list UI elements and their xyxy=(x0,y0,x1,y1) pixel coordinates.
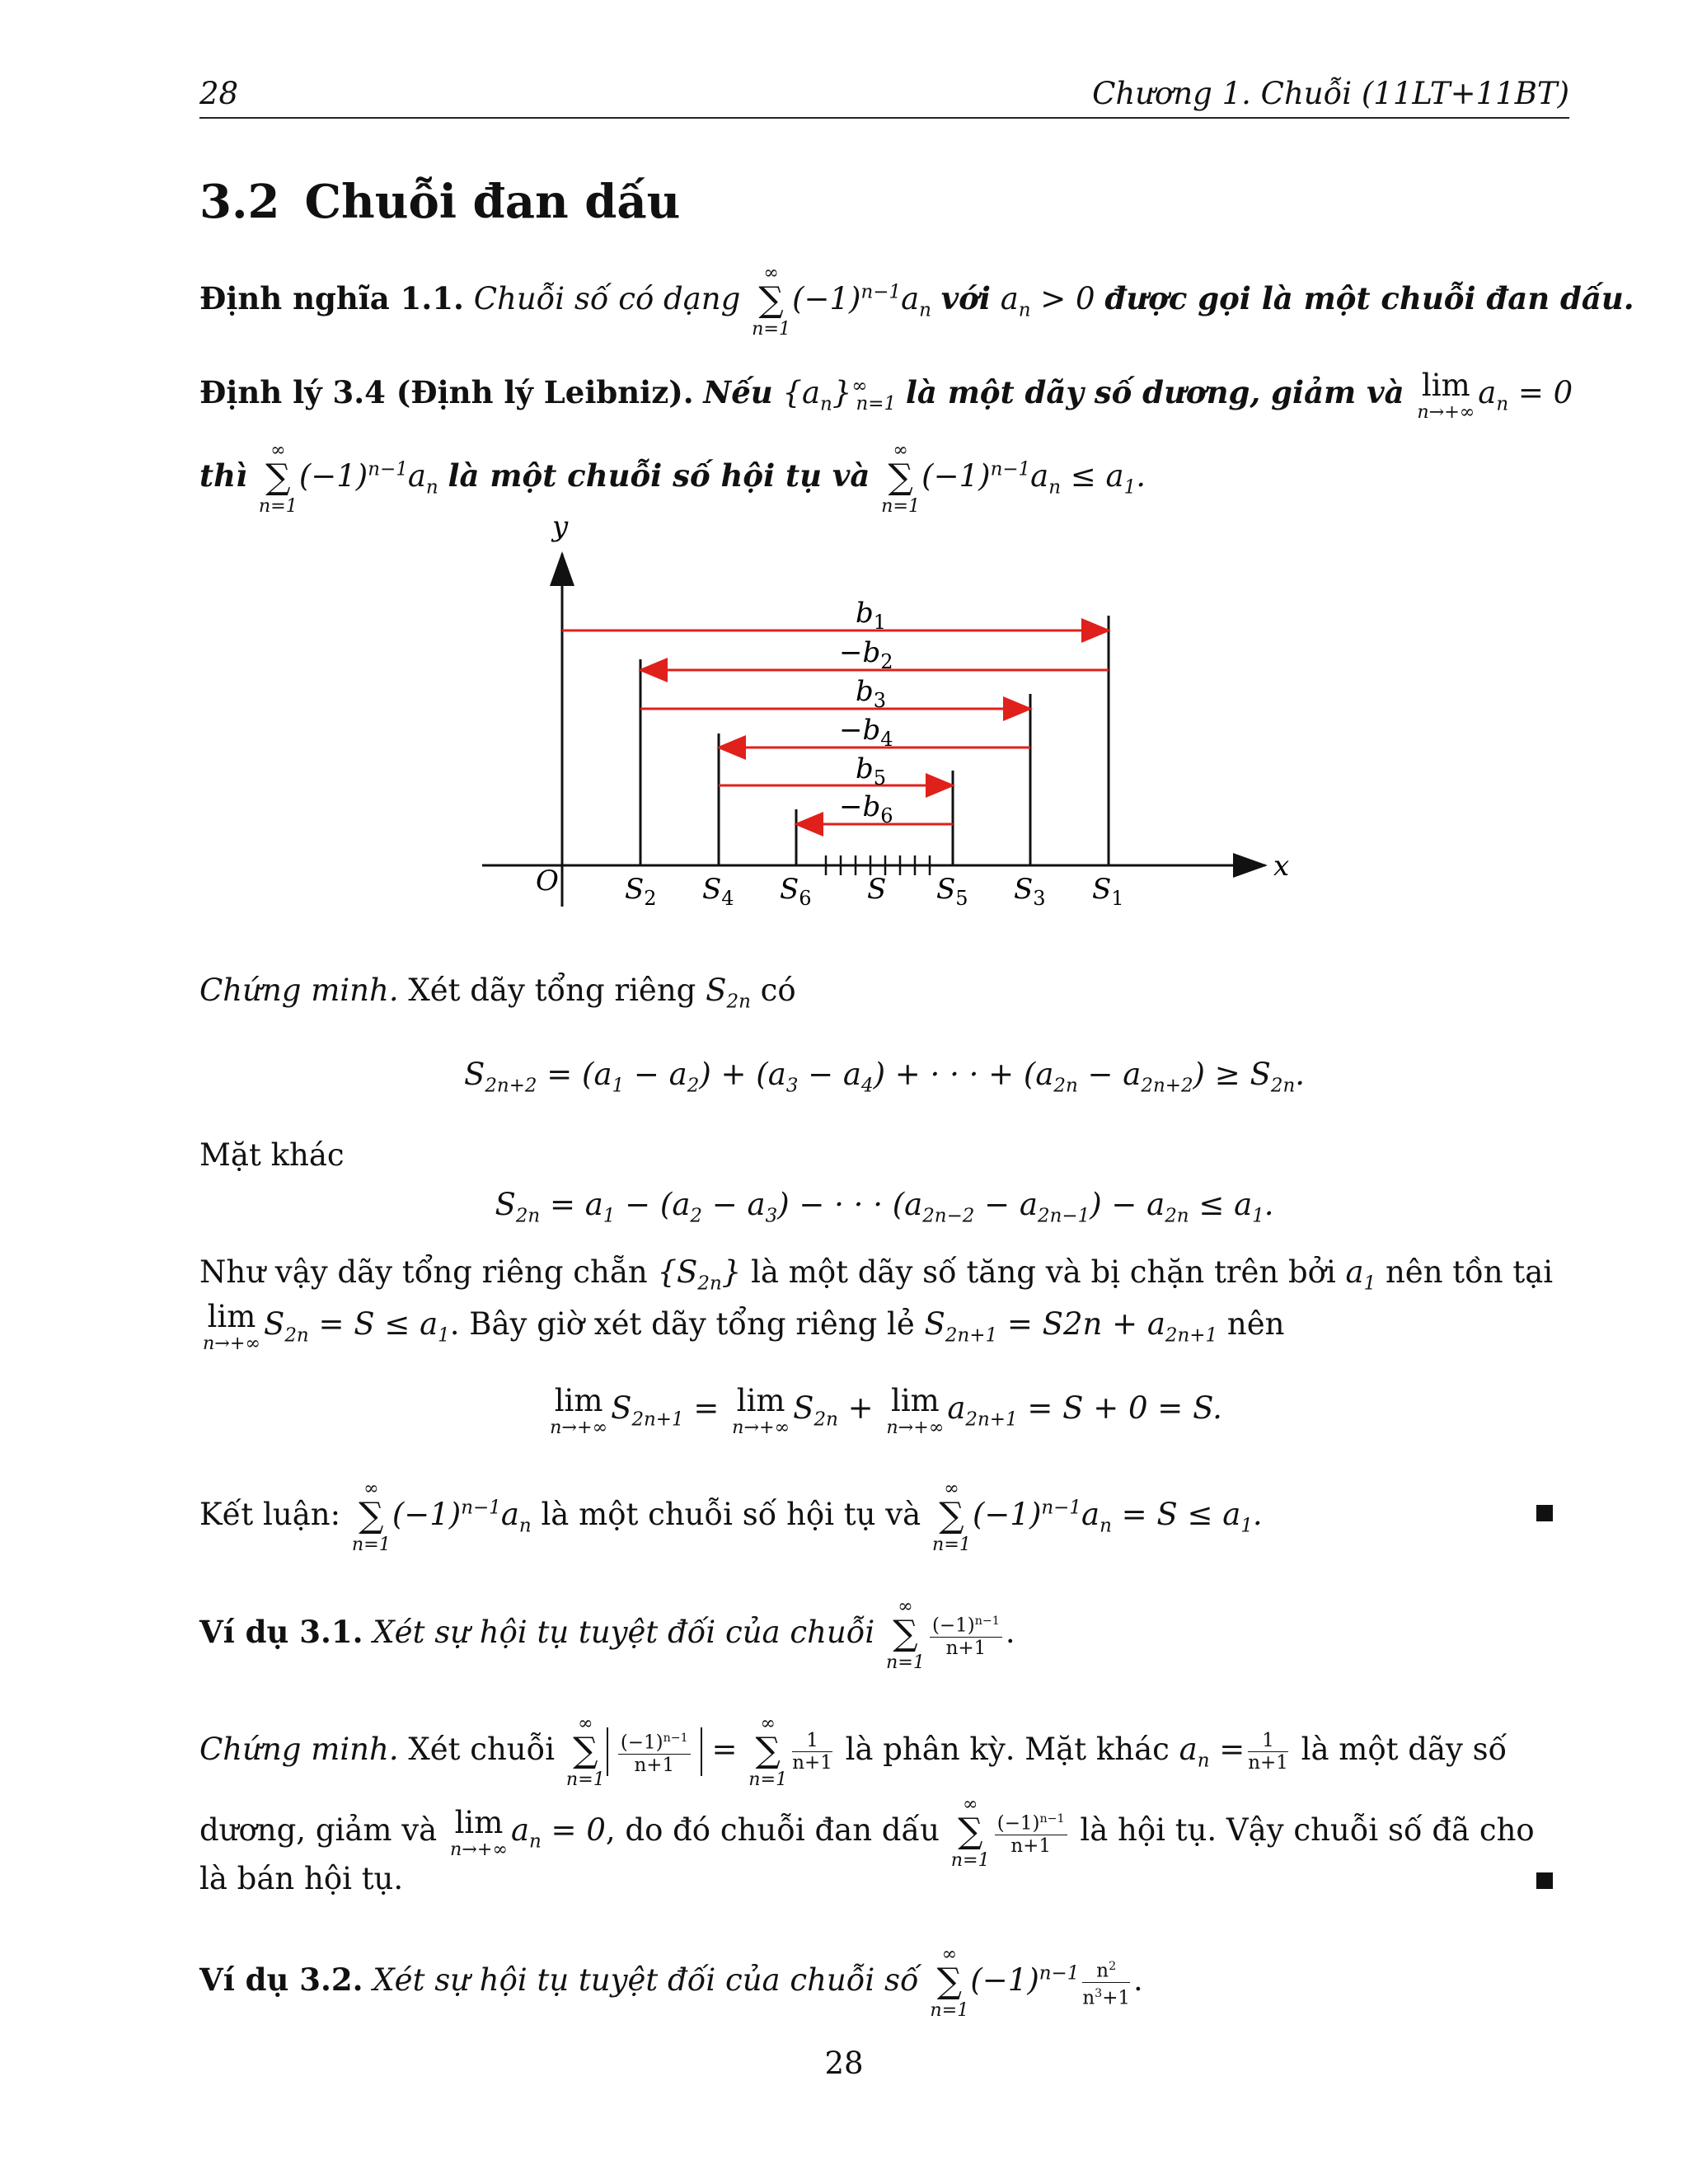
proof2-text1c: là một dãy số xyxy=(1301,1732,1507,1768)
equation-s2n-plus-2: $S_{2n+2} = (a_1 - a_2) + (a_3 - a_4)$ + · · · + $(a_{2n} - a_{2n+2}) \ge S_{2n}$. xyxy=(463,1057,1305,1097)
header-chapter-title: Chương 1. Chuỗi (11LT+11BT) xyxy=(1092,76,1569,111)
arrow-label: $b_3$ xyxy=(856,675,887,712)
proof2-text1: Xét chuỗi xyxy=(408,1732,556,1768)
definition-text-after: được gọi là một chuỗi đan dấu. xyxy=(1104,280,1634,317)
proof1-text3: . Bây giờ xét dãy tổng riêng lẻ xyxy=(449,1305,915,1342)
page-header xyxy=(199,76,1569,119)
proof1-line1: Chứng minh. Xét dãy tổng riêng $S_{2n}$ có xyxy=(199,972,796,1013)
proof1-text3b: nên xyxy=(1226,1305,1285,1342)
proof2-line1: Chứng minh. Xét chuỗi ∞ ∑ n=1 $\frac{(-1)^{n-1}}{n+1}$ = ∞ ∑ n=1 $\frac{1}{n+1}$ là phân kỳ. Mặt khác $a_n$ = $\frac{1}{n+1}$ là một dãy số xyxy=(199,1713,1507,1790)
sum-symbol: ∞ ∑ n=1 xyxy=(885,1596,925,1673)
sum-symbol: ∞ ∑ n=1 xyxy=(881,439,921,517)
point-label: $S_3$ xyxy=(1014,873,1046,910)
proof1-line3: Như vậy dãy tổng riêng chẵn $\{S_{2n}\}$ là một dãy số tăng và bị chặn trên bởi $a_1$ nên tồn tại xyxy=(199,1254,1554,1295)
y-axis-label: y xyxy=(552,510,569,543)
proof2-text1b: là phân kỳ. Mặt khác xyxy=(845,1732,1170,1768)
theorem-label: Định lý 3.4 (Định lý Leibniz). xyxy=(199,373,694,410)
proof1-conclusion: Kết luận: ∞ ∑ n=1 $(-1)^{n-1}a_n$ là một chuỗi số hội tụ và ∞ ∑ n=1 $(-1)^{n-1}a_n = S \le a_1$. xyxy=(199,1478,1263,1555)
leibniz-figure xyxy=(462,511,1302,915)
proof2-text2: dương, giảm và xyxy=(199,1812,438,1849)
theorem-text3: thì xyxy=(199,457,248,494)
theorem-3-4-line1: Định lý 3.4 (Định lý Leibniz). Nếu $\{a_n\}^\infty_{n=1}$ là một dãy số dương, giảm và lim n→+∞ $a_n = 0$ xyxy=(199,368,1573,423)
arrow-label: $-b_6$ xyxy=(839,790,893,827)
sum-symbol: ∞ ∑ n=1 xyxy=(931,1478,971,1555)
section-title: Chuỗi đan dấu xyxy=(304,175,681,229)
qed-symbol xyxy=(1536,1872,1553,1889)
header-page-number: 28 xyxy=(199,76,239,111)
point-label: $S_2$ xyxy=(625,873,657,910)
x-axis-label: x xyxy=(1273,850,1290,883)
point-label: $S_5$ xyxy=(936,873,968,910)
equation-s2n-bound: $S_{2n} = a_1 - (a_2 - a_3)$ − · · · $(a_{2n-2} - a_{2n-1}) - a_{2n} \le a_1$. xyxy=(495,1187,1274,1227)
proof2-text2c: là hội tụ. Vậy chuỗi số đã cho xyxy=(1080,1812,1535,1849)
section-number: 3.2 xyxy=(199,175,280,229)
conclusion-label: Kết luận: xyxy=(199,1497,341,1533)
equation-odd-limit: lim n→+∞ $S_{2n+1}$ = lim n→+∞ $S_{2n}$ + lim n→+∞ $a_{2n+1} = S + 0 = S$. xyxy=(550,1383,1222,1438)
example-label: Ví dụ 3.2. xyxy=(199,1961,363,1999)
definition-text-mid: với xyxy=(940,280,991,317)
qed-symbol xyxy=(1536,1505,1553,1521)
sum-symbol: ∞ ∑ n=1 xyxy=(565,1713,605,1790)
proof1-text1: Xét dãy tổng riêng xyxy=(408,972,696,1008)
point-label: $S_6$ xyxy=(780,873,812,910)
proof1-text2c: nên tồn tại xyxy=(1385,1254,1554,1290)
proof-label: Chứng minh. xyxy=(199,972,399,1008)
theorem-text4: là một chuỗi số hội tụ và xyxy=(448,457,870,494)
limit-symbol: lim n→+∞ xyxy=(449,1805,508,1860)
sum-symbol: ∞ ∑ n=1 xyxy=(748,1713,788,1790)
point-label: $S_4$ xyxy=(702,873,734,910)
proof2-text3: là bán hội tụ. xyxy=(199,1861,404,1896)
definition-label: Định nghĩa 1.1. xyxy=(199,280,464,317)
limit-symbol: lim n→+∞ xyxy=(203,1299,260,1354)
proof1-line4: lim n→+∞ $S_{2n} = S \le a_1$. Bây giờ xét dãy tổng riêng lẻ $S_{2n+1} = S2n + a_{2n+1}$ nên xyxy=(203,1299,1285,1354)
sum-symbol: ∞ ∑ n=1 xyxy=(351,1478,391,1555)
sum-symbol: ∞ ∑ n=1 xyxy=(930,1943,969,2021)
point-label: S xyxy=(867,873,887,906)
sum-symbol: ∞ ∑ n=1 xyxy=(950,1793,990,1871)
theorem-text1: Nếu xyxy=(703,373,773,410)
leibniz-diagram xyxy=(462,511,1302,915)
example2-text: Xét sự hội tụ tuyệt đối của chuỗi số xyxy=(373,1962,919,1999)
proof1-text1-end: có xyxy=(760,972,796,1008)
origin-label: O xyxy=(536,865,559,898)
example1-text: Xét sự hội tụ tuyệt đối của chuỗi xyxy=(373,1615,875,1651)
proof2-line2: dương, giảm và lim n→+∞ $a_n = 0$, do đó chuỗi đan dấu ∞ ∑ n=1 $\frac{(-1)^{n-1}}{n+1}$ là hội tụ. Vậy chuỗi số đã cho xyxy=(199,1793,1535,1871)
sum-symbol: ∞ ∑ n=1 xyxy=(752,262,791,340)
arrow-label: $-b_4$ xyxy=(839,714,893,751)
proof-label: Chứng minh. xyxy=(199,1732,399,1768)
example-label: Ví dụ 3.1. xyxy=(199,1614,363,1651)
sum-symbol: ∞ ∑ n=1 xyxy=(258,439,298,517)
proof1-text2b: là một dãy số tăng và bị chặn trên bởi xyxy=(751,1254,1336,1290)
section-heading xyxy=(199,175,680,229)
arrow-label: $-b_2$ xyxy=(839,636,893,673)
proof2-text2b: , do đó chuỗi đan dấu xyxy=(605,1812,940,1849)
limit-symbol: lim n→+∞ xyxy=(1417,368,1475,423)
arrow-label: $b_1$ xyxy=(856,597,887,634)
example-3-1: Ví dụ 3.1. Xét sự hội tụ tuyệt đối của chuỗi ∞ ∑ n=1 $\frac{(-1)^{n-1}}{n+1}$ . xyxy=(199,1596,1015,1673)
arrow-label: $b_5$ xyxy=(856,752,887,790)
example-3-2: Ví dụ 3.2. Xét sự hội tụ tuyệt đối của chuỗi số ∞ ∑ n=1 $(-1)^{n-1}$ $\frac{n^2}{n^3+1}$ . xyxy=(199,1943,1143,2021)
definition-text-before: Chuỗi số có dạng xyxy=(473,281,741,317)
conclusion-mid: là một chuỗi số hội tụ và xyxy=(541,1497,921,1533)
point-label: $S_1$ xyxy=(1092,873,1124,910)
theorem-3-4-line2: thì ∞ ∑ n=1 $(-1)^{n-1}a_n$ là một chuỗi số hội tụ và ∞ ∑ n=1 $(-1)^{n-1}a_n \le a_1$. xyxy=(199,439,1146,517)
proof1-text2: Như vậy dãy tổng riêng chẵn xyxy=(199,1254,648,1290)
definition-1-1: Định nghĩa 1.1. Chuỗi số có dạng ∞ ∑ n=1 $(-1)^{n-1}a_n$ với $a_n > 0$ được gọi là một chuỗi đan dấu. xyxy=(199,262,1634,340)
theorem-text2: là một dãy số dương, giảm và xyxy=(905,373,1404,410)
footer-page-number: 28 xyxy=(824,2046,864,2081)
other-hand: Mặt khác xyxy=(199,1137,345,1173)
